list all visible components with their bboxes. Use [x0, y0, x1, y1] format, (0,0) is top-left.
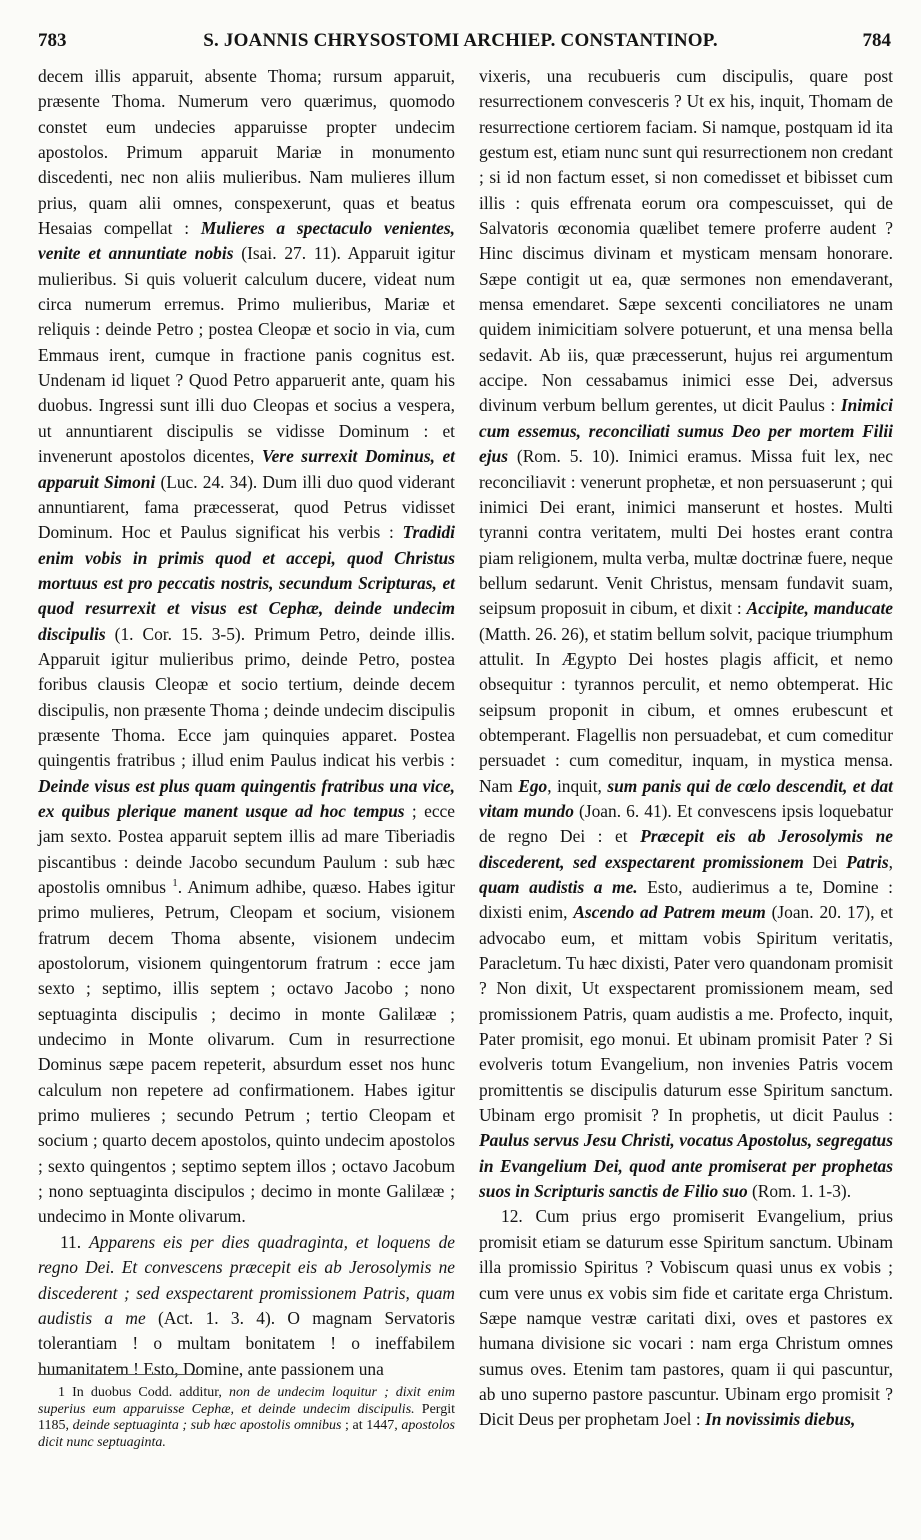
left-column: [38, 64, 455, 1382]
right-column: [479, 64, 893, 1433]
page-number-right: 784: [862, 30, 891, 51]
running-header: [0, 30, 921, 54]
right-paragraph-1: vixeris, una recubueris cum discipulis, quare post resurrectionem convesceris ? Ut ex his, inquit, Thomam de resurrectione certiorem faciam. Si namque, postquam id ita gestum est, etiam nunc sunt qui resurrectionem non credant ; si id non factum esset, si non comedisset et bibisset cum illis : quis effrenata eorum ora compescuisset, qui de Salvatoris œconomia quælibet temere proferre audent ? Hinc discimus divinam et mysticam mensam honorare. Sæpe contigit ut ea, quæ sermones non emendaverant, mensa emendaret. Sæpe sexcenti conciliatores ne unam quidem inimicitiam solvere potuerunt, et una mensa bella sedavit. Ab iis, quæ præcesserunt, hujus rei argumentum accipe. Non cessabamus inimici esse Dei, adversus divinum verbum bellum gerentes, ut dicit Paulus : Inimici cum essemus, reconciliati sumus Deo per mortem Filii ejus (Rom. 5. 10). Inimici eramus. Missa fuit lex, nec reconciliavit : venerunt prophetæ, et non persuaserunt ; qui inimici Dei erant, inimici manserunt et hostes. Multi tyranni contra veritatem, multi Dei hostes erant contra piam religionem, multa verba, multæ doctrinæ fuere, neque bellum sedarunt. Venit Christus, mensam fundavit suam, seipsum proposuit in cibum, et dixit : Accipite, manducate (Matth. 26. 26), et statim bellum solvit, pacique triumphum attulit. In Ægypto Dei hostes plagis afficit, et nemo obsequitur : tyrannos perculit, et nemo obtemperat. Hic seipsum proponit in cibum, et omnes erubescunt et obtemperant. Flagellis non persuadebat, et cum comeditur persuadet : cum comeditur, inquam, in mystica mensa. Nam Ego, inquit, sum panis qui de cœlo descendit, et dat vitam mundo (Joan. 6. 41). Et convescens ipsis loquebatur de regno Dei : et Præcepit eis ab Jerosolymis ne discederent, sed exspectarent promissionem Dei Patris, quam audistis a me. Esto, audierimus a te, Domine : dixisti enim, Ascendo ad Patrem meum (Joan. 20. 17), et advocabo eum, et mittam vobis Spiritum veritatis, Paracletum. Tu hæc dixisti, Pater vero quandonam promisit ? Non dixit, Ut exspectarent promissionem meam, sed promissionem Patris, quam audistis a me. Profecto, inquit, Pater promisit, ego monui. Et ubinam promisit Pater ? Si evolveris totum Evangelium, non invenies Patris vocem promittentis se discipulis daturum esse Spiritum sanctum. Ubinam ergo promisit ? In prophetis, ut dicit Paulus : Paulus servus Jesu Christi, vocatus Apostolus, segregatus in Evangelium Dei, quod ante promiserat per prophetas suos in Scripturis sanctis de Filio suo (Rom. 1. 1-3).: [479, 66, 893, 1202]
footnote-rule: [38, 1374, 198, 1375]
left-paragraph-2: 11. Apparens eis per dies quadraginta, et loquens de regno Dei. Et convescens præcepit eis ab Jerosolymis ne discederent ; sed exspectarent promissionem Patris, quam audistis a me (Act. 1. 3. 4). O magnam Servatoris tolerantiam ! o multam bonitatem ! o ineffabilem humanitatem ! Esto, Domine, ante passionem una: [38, 1231, 455, 1379]
page-number-left: 783: [38, 30, 67, 51]
left-paragraph-1: decem illis apparuit, absente Thoma; rursum apparuit, præsente Thoma. Numerum vero quærimus, quomodo constet eum undecies apparuisse propter undecim apostolos. Primum apparuit Mariæ in monumento discedenti, nec non aliis mulieribus. Nam mulieres illum prius, quam alii omnes, conspexerunt, quas et beatus Hesaias compellat : Mulieres a spectaculo venientes, venite et annuntiate nobis (Isai. 27. 11). Apparuit igitur mulieribus. Si quis voluerit calculum ducere, videat num circa numerum erremus. Primo mulieribus, Mariæ et reliquis : deinde Petro ; postea Cleopæ et socio in via, cum Emmaus irent, cumque in fractione panis cognitus est. Undenam id liquet ? Quod Petro apparuerit ante, quam his duobus. Ingressi sunt illi duo Cleopas et socius a vespera, ut annuntiarent discipulis se vidisse Dominum : et invenerunt apostolos dicentes, Vere surrexit Dominus, et apparuit Simoni (Luc. 24. 34). Dum illi duo quod viderant annuntiarent, fama præcesserat, quod Petrus vidisset Dominum. Hoc et Paulus significat his verbis : Tradidi enim vobis in primis quod et accepi, quod Christus mortuus est pro peccatis nostris, secundum Scripturas, et quod resurrexit et visus est Cephæ, deinde undecim discipulis (1. Cor. 15. 3-5). Primum Petro, deinde illis. Apparuit igitur mulieribus primo, deinde Petro, postea foribus clausis Cleopæ et socio tertium, deinde decem discipulis, non præsente Thoma ; deinde undecim discipulis præsente Thoma. Ecce jam quinquies apparet. Postea quingentis fratribus ; illud enim Paulus indicat his verbis : Deinde visus est plus quam quingentis fratribus una vice, ex quibus plerique manent usque ad hoc tempus ; ecce jam sexto. Postea apparuit septem illis ad mare Tiberiadis piscantibus : deinde Jacobo secundum Paulum : sub hæc apostolis omnibus $^1$. Animum adhibe, quæso. Habes igitur primo mulieres, Petrum, Cleopam et socium, visionem fratrum decem Thoma absente, visionem undecim apostolorum, visionem quingentorum fratrum : ecce jam sexto ; septimo, illis septem ; octavo Jacobo ; nono septuaginta discipulis ; decimo in monte Galilææ ; undecimo in Monte olivarum. Cum in resurrectione Dominus sæpe pacem repeterit, absurdum esset nos hunc calculum non repetere ad confirmationem. Habes igitur primo mulieres ; secundo Petrum ; tertio Cleopam et socium ; quarto decem apostolos, quinto undecim apostolos ; sexto quingentos ; septimo septem illos ; octavo Jacobum ; nono septuaginta discipulos ; decimo in monte Galilææ ; undecimo in Monte olivarum.: [38, 66, 456, 1227]
running-title: S. JOANNIS CHRYSOSTOMI ARCHIEP. CONSTANTINOP.: [203, 30, 718, 51]
right-paragraph-2: 12. Cum prius ergo promiserit Evangelium, prius promisit etiam se daturum esse Spiritum sanctum. Ubinam illa promissio Spiritus ? Vobiscum quasi unus ex vobis ; cum vere unus ex vobis sim fide et caritate erga Christum. Sæpe namque vestræ caritati dixi, oves et pastores ex humana divisione sic vocari : nam erga Christum omnes sumus oves. Etenim tam pastores, quam ii qui pascuntur, ab uno superno pastore pascuntur. Ubinam ergo promisit ? Dicit Deus per prophetam Joel : In novissimis diebus,: [479, 1206, 893, 1430]
footnote: 1 In duobus Codd. additur, non de undecim loquitur ; dixit enim superius eum apparuisse Cephæ, et deinde undecim discipulis. Pergit 1185, deinde septuaginta ; sub hæc apostolis omnibus ; at 1447, apostolos dicit nunc septuaginta.: [38, 1385, 455, 1450]
footnote-marker: 1: [172, 877, 178, 890]
